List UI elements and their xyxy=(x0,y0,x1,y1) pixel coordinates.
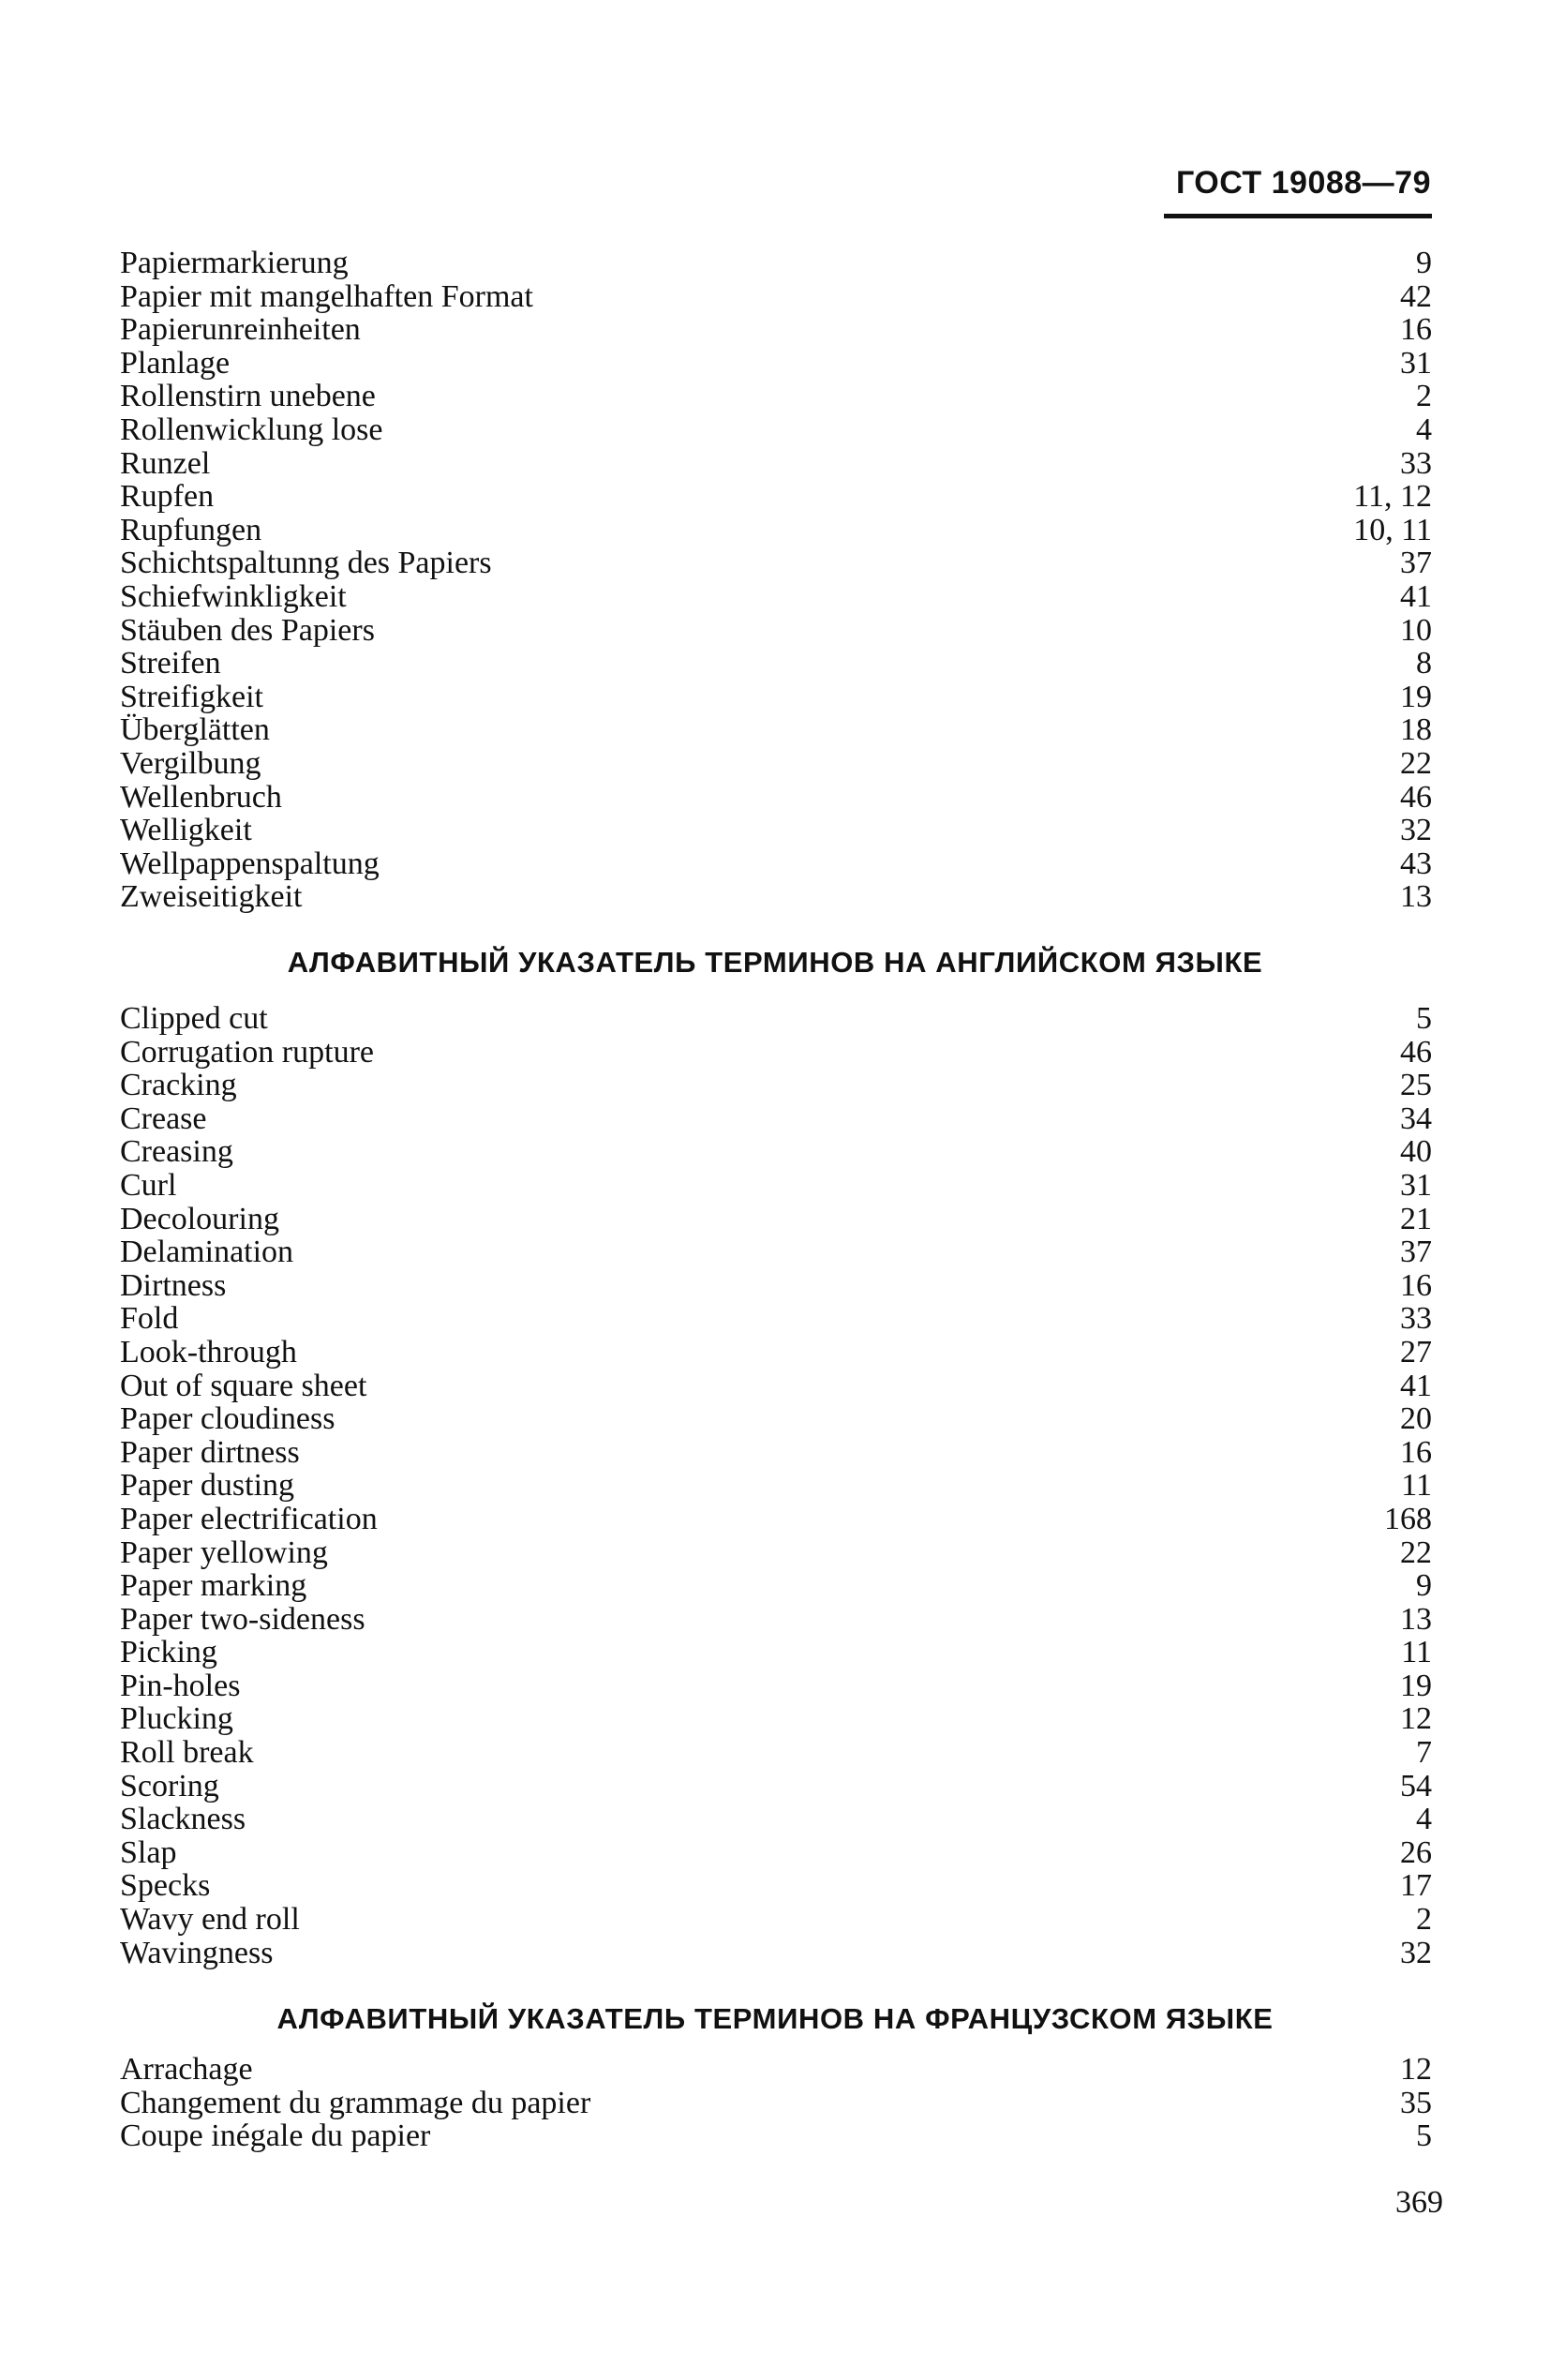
index-entry xyxy=(120,1336,1432,1370)
index-term: Papier mit mangelhaften Format xyxy=(120,278,533,314)
index-term: Streifigkeit xyxy=(120,679,263,714)
index-ref: 5 xyxy=(1416,2118,1432,2154)
index-ref: 11 xyxy=(1401,1635,1432,1670)
index-entry xyxy=(120,1069,1432,1102)
index-entry xyxy=(120,313,1432,347)
index-ref: 10, 11 xyxy=(1353,512,1432,547)
index-term: Papiermarkierung xyxy=(120,246,349,280)
index-entry xyxy=(120,847,1432,881)
index-term: Rupfungen xyxy=(120,512,262,547)
index-ref: 16 xyxy=(1400,312,1432,348)
index-ref: 33 xyxy=(1400,445,1432,481)
index-ref: 10 xyxy=(1400,612,1432,648)
index-entry xyxy=(120,1669,1432,1703)
index-entry xyxy=(120,1402,1432,1436)
index-term: Schiefwinkligkeit xyxy=(120,578,347,614)
index-ref: 9 xyxy=(1416,1568,1432,1604)
index-term: Changement du grammage du papier xyxy=(120,2085,591,2120)
index-ref: 42 xyxy=(1400,278,1432,314)
french-index-list xyxy=(120,2053,1432,2153)
index-entry xyxy=(120,1903,1432,1937)
index-entry xyxy=(120,681,1432,714)
index-term: Clipped cut xyxy=(120,1001,268,1036)
index-ref: 168 xyxy=(1384,1501,1432,1536)
index-ref: 17 xyxy=(1400,1868,1432,1904)
english-index-heading: АЛФАВИТНЫЙ УКАЗАТЕЛЬ ТЕРМИНОВ НА АНГЛИЙСКОМ ЯЗЫКЕ xyxy=(287,946,1263,979)
index-ref: 22 xyxy=(1400,1534,1432,1570)
index-term: Corrugation rupture xyxy=(120,1034,374,1070)
index-entry xyxy=(120,2087,1432,2120)
index-ref: 31 xyxy=(1400,345,1432,381)
index-ref: 46 xyxy=(1400,1034,1432,1070)
index-entry xyxy=(120,614,1432,648)
german-index-list xyxy=(120,247,1432,914)
index-entry xyxy=(120,1636,1432,1669)
index-term: Crease xyxy=(120,1100,207,1136)
index-entry xyxy=(120,580,1432,614)
index-ref: 13 xyxy=(1400,1601,1432,1637)
index-entry xyxy=(120,447,1432,481)
index-entry xyxy=(120,1569,1432,1603)
index-ref: 43 xyxy=(1400,846,1432,881)
index-ref: 19 xyxy=(1400,679,1432,714)
index-term: Paper dirtness xyxy=(120,1434,300,1470)
header-rule xyxy=(1164,214,1432,218)
index-entry xyxy=(120,546,1432,580)
index-ref: 16 xyxy=(1400,1434,1432,1470)
index-entry xyxy=(120,1302,1432,1336)
index-ref: 19 xyxy=(1400,1668,1432,1703)
index-entry xyxy=(120,747,1432,781)
index-term: Paper two-sideness xyxy=(120,1601,365,1637)
index-ref: 40 xyxy=(1400,1134,1432,1170)
index-entry xyxy=(120,1869,1432,1903)
index-ref: 5 xyxy=(1416,1001,1432,1036)
index-term: Decolouring xyxy=(120,1201,279,1236)
index-term: Curl xyxy=(120,1167,177,1203)
index-ref: 27 xyxy=(1400,1334,1432,1370)
index-term: Creasing xyxy=(120,1134,233,1170)
index-entry xyxy=(120,1603,1432,1637)
index-term: Wavy end roll xyxy=(120,1902,300,1938)
index-term: Vergilbung xyxy=(120,745,261,781)
index-ref: 33 xyxy=(1400,1301,1432,1337)
index-ref: 12 xyxy=(1400,1701,1432,1737)
index-entry xyxy=(120,1702,1432,1736)
index-term: Zweiseitigkeit xyxy=(120,879,303,915)
index-term: Pin-holes xyxy=(120,1668,241,1703)
index-term: Rollenstirn unebene xyxy=(120,379,376,414)
index-term: Rollenwicklung lose xyxy=(120,412,383,447)
index-term: Wavingness xyxy=(120,1935,274,1970)
index-entry xyxy=(120,1803,1432,1836)
index-ref: 18 xyxy=(1400,712,1432,748)
index-entry xyxy=(120,247,1432,280)
index-ref: 35 xyxy=(1400,2085,1432,2120)
index-ref: 41 xyxy=(1400,578,1432,614)
index-term: Roll break xyxy=(120,1735,254,1771)
index-ref: 22 xyxy=(1400,745,1432,781)
index-ref: 46 xyxy=(1400,779,1432,815)
index-ref: 7 xyxy=(1416,1735,1432,1771)
index-ref: 32 xyxy=(1400,813,1432,848)
index-term: Dirtness xyxy=(120,1267,227,1303)
index-term: Plucking xyxy=(120,1701,233,1737)
index-entry xyxy=(120,1135,1432,1169)
index-ref: 37 xyxy=(1400,546,1432,581)
page-number: 369 xyxy=(1395,2185,1443,2220)
index-term: Arrachage xyxy=(120,2052,253,2087)
index-entry xyxy=(120,347,1432,381)
index-entry xyxy=(120,1937,1432,1970)
index-term: Coupe inégale du papier xyxy=(120,2118,431,2154)
index-ref: 13 xyxy=(1400,879,1432,915)
index-ref: 34 xyxy=(1400,1100,1432,1136)
index-term: Papierunreinheiten xyxy=(120,312,361,348)
index-term: Überglätten xyxy=(120,712,270,748)
index-entry xyxy=(120,1370,1432,1403)
index-term: Out of square sheet xyxy=(120,1368,367,1403)
index-term: Welligkeit xyxy=(120,813,252,848)
index-term: Streifen xyxy=(120,646,221,681)
index-ref: 11 xyxy=(1401,1468,1432,1504)
index-term: Delamination xyxy=(120,1235,294,1270)
index-ref: 16 xyxy=(1400,1267,1432,1303)
index-term: Runzel xyxy=(120,445,211,481)
index-term: Scoring xyxy=(120,1768,219,1804)
index-term: Slackness xyxy=(120,1802,246,1837)
index-entry xyxy=(120,781,1432,815)
index-ref: 11, 12 xyxy=(1353,479,1432,515)
index-term: Wellpappenspaltung xyxy=(120,846,380,881)
index-ref: 21 xyxy=(1400,1201,1432,1236)
index-entry xyxy=(120,1036,1432,1070)
index-term: Picking xyxy=(120,1635,217,1670)
index-entry xyxy=(120,2119,1432,2153)
index-term: Paper marking xyxy=(120,1568,307,1604)
index-term: Paper electrification xyxy=(120,1501,378,1536)
index-ref: 31 xyxy=(1400,1167,1432,1203)
index-term: Stäuben des Papiers xyxy=(120,612,375,648)
index-ref: 9 xyxy=(1416,246,1432,280)
english-index-list xyxy=(120,1002,1432,1969)
index-ref: 25 xyxy=(1400,1068,1432,1103)
index-ref: 4 xyxy=(1416,1802,1432,1837)
index-entry xyxy=(120,1169,1432,1203)
index-ref: 41 xyxy=(1400,1368,1432,1403)
index-entry xyxy=(120,1002,1432,1036)
french-index-heading: АЛФАВИТНЫЙ УКАЗАТЕЛЬ ТЕРМИНОВ НА ФРАНЦУЗСКОМ ЯЗЫКЕ xyxy=(276,2002,1274,2035)
index-entry xyxy=(120,1235,1432,1269)
index-term: Fold xyxy=(120,1301,179,1337)
index-entry xyxy=(120,1503,1432,1536)
index-term: Slap xyxy=(120,1834,177,1870)
index-term: Cracking xyxy=(120,1068,237,1103)
index-entry xyxy=(120,1836,1432,1870)
index-ref: 2 xyxy=(1416,379,1432,414)
index-entry xyxy=(120,2053,1432,2087)
index-entry xyxy=(120,713,1432,747)
index-term: Paper yellowing xyxy=(120,1534,328,1570)
index-ref: 20 xyxy=(1400,1401,1432,1437)
index-ref: 26 xyxy=(1400,1834,1432,1870)
index-entry xyxy=(120,280,1432,314)
index-entry xyxy=(120,1469,1432,1503)
index-term: Wellenbruch xyxy=(120,779,282,815)
standard-header: ГОСТ 19088—79 xyxy=(1175,165,1431,201)
index-term: Paper dusting xyxy=(120,1468,295,1504)
index-ref: 32 xyxy=(1400,1935,1432,1970)
index-ref: 2 xyxy=(1416,1902,1432,1938)
index-entry xyxy=(120,514,1432,547)
index-term: Rupfen xyxy=(120,479,215,515)
index-term: Schichtspaltunng des Papiers xyxy=(120,546,492,581)
index-entry xyxy=(120,647,1432,681)
index-entry xyxy=(120,1269,1432,1303)
index-entry xyxy=(120,1736,1432,1770)
index-entry xyxy=(120,1102,1432,1136)
index-ref: 54 xyxy=(1400,1768,1432,1804)
index-term: Look-through xyxy=(120,1334,297,1370)
index-entry xyxy=(120,1203,1432,1236)
index-entry xyxy=(120,1536,1432,1570)
index-entry xyxy=(120,380,1432,413)
index-entry xyxy=(120,413,1432,447)
index-entry xyxy=(120,1436,1432,1470)
index-entry xyxy=(120,814,1432,847)
index-ref: 37 xyxy=(1400,1235,1432,1270)
index-entry xyxy=(120,480,1432,514)
index-term: Paper cloudiness xyxy=(120,1401,335,1437)
index-entry xyxy=(120,1770,1432,1804)
index-ref: 8 xyxy=(1416,646,1432,681)
index-ref: 4 xyxy=(1416,412,1432,447)
index-ref: 12 xyxy=(1400,2052,1432,2087)
index-term: Specks xyxy=(120,1868,211,1904)
index-term: Planlage xyxy=(120,345,231,381)
index-entry xyxy=(120,880,1432,914)
